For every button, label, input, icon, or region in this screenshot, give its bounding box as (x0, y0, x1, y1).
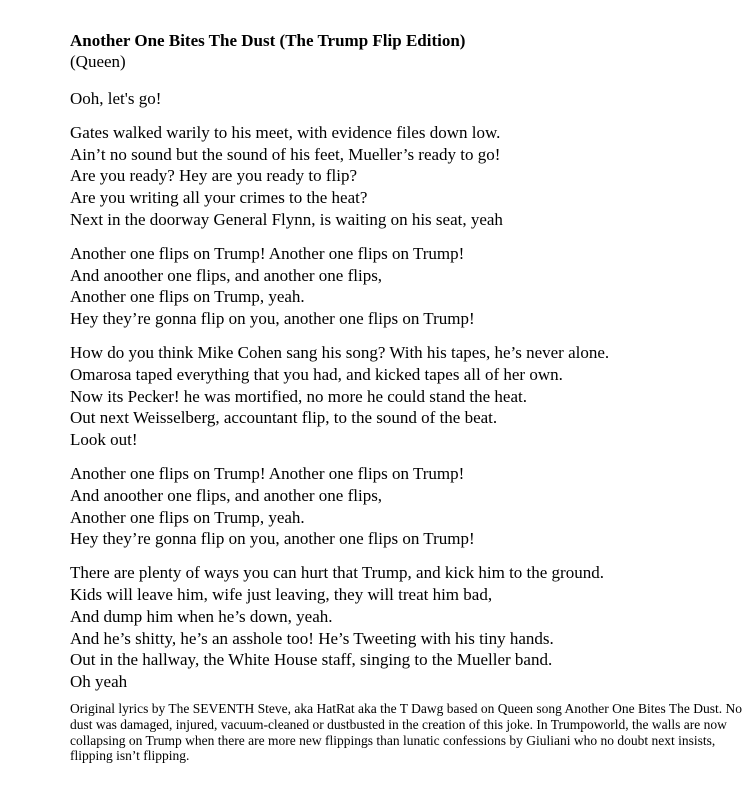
lyric-line: Out in the hallway, the White House staff, singing to the Mueller band. (70, 650, 553, 670)
lyric-line: Another one flips on Trump, yeah. (70, 507, 305, 527)
lyric-line: Another one flips on Trump! Another one flips on Trump! (70, 463, 465, 483)
stanza-verse-3 (70, 562, 730, 693)
lyric-line: Hey they’re gonna flip on you, another one flips on Trump! (70, 309, 475, 329)
lyric-line: How do you think Mike Cohen sang his song? With his tapes, he’s never alone. (70, 342, 610, 362)
lyric-line: Oh yeah (70, 672, 128, 692)
song-title: Another One Bites The Dust (The Trump Flip Edition) (70, 31, 466, 50)
lyric-line: Look out! (70, 430, 138, 450)
lyric-line: Are you writing all your crimes to the heat? (70, 188, 368, 208)
lyric-line: Omarosa taped everything that you had, and kicked tapes all of her own. (70, 364, 563, 384)
lyric-line: Hey they’re gonna flip on you, another one flips on Trump! (70, 529, 475, 549)
lyric-line: Ooh, let's go! (70, 89, 162, 108)
lyric-line: Another one flips on Trump! Another one flips on Trump! (70, 243, 465, 263)
lyric-line: Kids will leave him, wife just leaving, they will treat him bad, (70, 584, 493, 604)
lyric-line: Ain’t no sound but the sound of his feet, Mueller’s ready to go! (70, 144, 501, 164)
stanza-chorus-2 (70, 463, 730, 550)
lyric-line: And anoother one flips, and another one flips, (70, 265, 383, 285)
song-artist: (Queen) (70, 52, 126, 71)
lyric-line: And anoother one flips, and another one flips, (70, 485, 383, 505)
lyrics-document (70, 30, 742, 764)
stanza-verse-1 (70, 122, 730, 231)
stanza-intro (70, 88, 730, 110)
lyric-line: Next in the doorway General Flynn, is waiting on his seat, yeah (70, 209, 503, 229)
lyric-line: There are plenty of ways you can hurt that Trump, and kick him to the ground. (70, 563, 604, 583)
lyric-line: Now its Pecker! he was mortified, no more he could stand the heat. (70, 386, 527, 406)
stanza-chorus-1 (70, 243, 730, 330)
lyric-line: And he’s shitty, he’s an asshole too! He’s Tweeting with his tiny hands. (70, 628, 554, 648)
lyric-line: Out next Weisselberg, accountant flip, to the sound of the beat. (70, 408, 498, 428)
attribution-footnote: Original lyrics by The SEVENTH Steve, aka HatRat aka the T Dawg based on Queen song Another One Bites The Dust. No dust was damaged, injured, vacuum-cleaned or dustbusted in the creation of this joke. In Trumpoworld, the walls are now collapsing on Trump when there are more new flippings than lunatic confessions by Giuliani who no doubt next insists, flipping isn’t flipping. (70, 700, 742, 764)
lyric-line: Are you ready? Hey are you ready to flip? (70, 166, 357, 186)
stanza-verse-2 (70, 342, 730, 451)
lyric-line: Another one flips on Trump, yeah. (70, 287, 305, 307)
lyric-line: Gates walked warily to his meet, with evidence files down low. (70, 122, 501, 142)
lyric-line: And dump him when he’s down, yeah. (70, 606, 333, 626)
